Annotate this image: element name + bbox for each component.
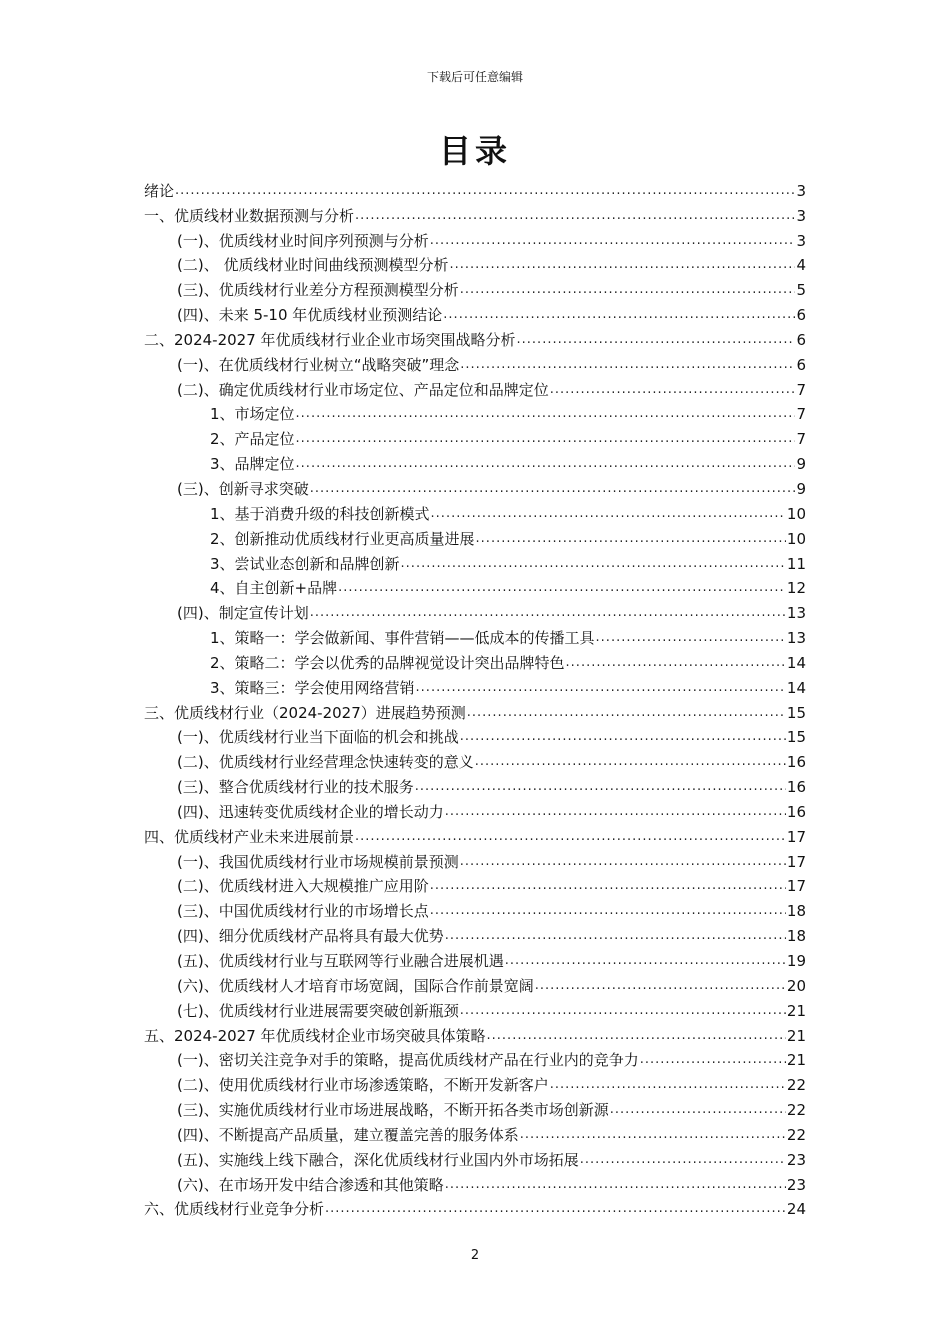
toc-entry-title: 二、2024-2027 年优质线材行业企业市场突围战略分析 [144,330,516,349]
toc-entry-page: 16 [786,778,806,797]
dot-leader [460,727,786,747]
toc-entry[interactable] [144,797,806,822]
dot-leader [449,255,795,275]
toc-entry-title: 四、优质线材产业未来进展前景 [144,827,355,846]
toc-entry[interactable] [144,176,806,201]
toc-entry-title: 一、优质线材业数据预测与分析 [144,206,355,225]
toc-entry[interactable] [144,921,806,946]
toc-entry[interactable] [144,350,806,375]
toc-entry-title: (一)、我国优质线材行业市场规模前景预测 [177,852,459,871]
toc-entry[interactable] [144,648,806,673]
toc-entry-title: 3、策略三：学会使用网络营销 [210,678,415,697]
toc-entry[interactable] [144,1170,806,1195]
dot-leader [401,554,786,574]
dot-leader [460,1001,786,1021]
dot-leader [505,951,786,971]
dot-leader [296,404,796,424]
page-title: 目录 [438,132,511,170]
toc-entry-page: 19 [786,952,806,970]
toc-entry-page: 7 [796,380,806,399]
toc-entry-title: (二)、优质线材行业经营理念快速转变的意义 [177,753,474,772]
toc-entry-page: 5 [796,281,806,300]
toc-entry-page: 6 [796,330,806,349]
toc-entry-page: 14 [786,678,806,697]
dot-leader [460,852,786,872]
toc-entry[interactable] [144,499,806,524]
toc-entry-page: 3 [796,206,806,225]
toc-entry[interactable] [144,698,806,723]
toc-entry[interactable] [144,424,806,449]
toc-entry-page: 22 [786,1076,806,1095]
toc-entry-page: 21 [786,1026,806,1045]
toc-entry[interactable] [144,1021,806,1046]
toc-entry-page: 21 [786,1051,806,1070]
toc-entry[interactable] [144,400,806,425]
table-of-contents [144,176,806,1219]
dot-leader [520,1125,786,1145]
toc-entry[interactable] [144,896,806,921]
toc-entry[interactable] [144,201,806,226]
toc-entry-title: (一)、密切关注竞争对手的策略，提高优质线材产品在行业内的竞争力 [177,1051,639,1070]
toc-entry-title: (一)、在优质线材行业树立“战略突破”理念 [177,355,460,374]
toc-entry[interactable] [144,375,806,400]
toc-entry[interactable] [144,251,806,276]
dot-leader [550,1075,786,1095]
toc-entry[interactable] [144,1070,806,1095]
toc-entry-title: (二)、确定优质线材行业市场定位、产品定位和品牌定位 [177,380,549,399]
toc-entry[interactable] [144,524,806,549]
toc-entry[interactable] [144,1095,806,1120]
toc-entry[interactable] [144,549,806,574]
toc-entry-title: (四)、迅速转变优质线材企业的增长动力 [177,802,444,821]
toc-entry-page: 22 [786,1125,806,1144]
toc-entry[interactable] [144,872,806,897]
toc-entry[interactable] [144,847,806,872]
dot-leader [296,454,796,474]
toc-entry-title: 2、产品定位 [210,430,295,449]
toc-entry-page: 3 [796,181,806,200]
toc-entry-title: 五、2024-2027 年优质线材企业市场突破具体策略 [144,1026,486,1045]
toc-entry-title: 3、品牌定位 [210,455,295,474]
toc-entry-title: 2、创新推动优质线材行业更高质量进展 [210,529,475,548]
toc-entry-page: 13 [786,629,806,648]
toc-entry-page: 22 [786,1101,806,1120]
toc-entry-page: 6 [796,306,806,325]
dot-leader [310,479,796,499]
toc-entry-page: 13 [786,604,806,623]
toc-entry[interactable] [144,474,806,499]
toc-entry-title: (四)、细分优质线材产品将具有最大优势 [177,927,444,946]
toc-entry-page: 3 [796,231,806,250]
toc-entry-title: (二)、 优质线材业时间曲线预测模型分析 [177,256,449,275]
toc-entry[interactable] [144,723,806,748]
toc-entry-page: 7 [796,430,806,449]
dot-leader [431,504,786,524]
toc-entry[interactable] [144,623,806,648]
toc-entry[interactable] [144,275,806,300]
dot-leader [460,355,795,375]
toc-entry[interactable] [144,449,806,474]
toc-entry-title: (三)、优质线材行业差分方程预测模型分析 [177,281,459,300]
toc-entry-title: (六)、在市场开发中结合渗透和其他策略 [177,1175,444,1194]
toc-entry[interactable] [144,747,806,772]
dot-leader [580,1150,786,1170]
toc-entry-title: (五)、实施线上线下融合，深化优质线材行业国内外市场拓展 [177,1150,579,1169]
toc-entry-title: 三、优质线材行业（2024-2027）进展趋势预测 [144,703,466,722]
toc-entry-title: 1、市场定位 [210,405,295,424]
toc-entry-page: 9 [796,455,806,474]
toc-entry-title: (二)、使用优质线材行业市场渗透策略，不断开发新客户 [177,1076,549,1095]
dot-leader [550,380,796,400]
toc-entry-page: 15 [786,703,806,722]
dot-leader [445,802,786,822]
dot-leader [310,603,786,623]
toc-entry-page: 4 [796,256,806,275]
toc-entry[interactable] [144,226,806,251]
toc-entry-page: 10 [786,529,806,548]
toc-entry-page: 24 [786,1200,806,1219]
toc-entry-title: (三)、实施优质线材行业市场进展战略，不断开拓各类市场创新源 [177,1101,609,1120]
toc-entry[interactable] [144,822,806,847]
dot-leader [566,653,786,673]
toc-entry-page: 16 [786,802,806,821]
toc-entry-title: (一)、优质线材业时间序列预测与分析 [177,231,429,250]
toc-entry[interactable] [144,574,806,599]
dot-leader [467,703,786,723]
dot-leader [416,678,786,698]
toc-entry-page: 17 [786,877,806,896]
dot-leader [296,429,796,449]
toc-entry-page: 23 [786,1150,806,1169]
toc-entry[interactable] [144,772,806,797]
dot-leader [535,976,786,996]
header-note: 下载后可任意编辑 [426,70,523,84]
toc-entry-page: 17 [786,827,806,846]
toc-entry-title: (三)、创新寻求突破 [177,479,309,498]
toc-entry-page: 16 [786,753,806,772]
toc-entry[interactable] [144,1145,806,1170]
toc-entry[interactable] [144,971,806,996]
toc-entry[interactable] [144,996,806,1021]
toc-entry-page: 18 [786,902,806,921]
toc-entry-title: 3、尝试业态创新和品牌创新 [210,554,400,573]
dot-leader [460,280,796,300]
dot-leader [610,1100,786,1120]
dot-leader [475,752,786,772]
toc-entry[interactable] [144,673,806,698]
dot-leader [596,628,786,648]
toc-entry-title: (四)、不断提高产品质量，建立覆盖完善的服务体系 [177,1125,519,1144]
toc-entry-title: 六、优质线材行业竞争分析 [144,1200,325,1219]
dot-leader [517,330,796,350]
toc-entry[interactable] [144,1195,806,1220]
dot-leader [325,1199,786,1219]
toc-entry[interactable] [144,598,806,623]
toc-entry[interactable] [144,946,806,971]
toc-entry-page: 15 [786,728,806,747]
toc-entry-page: 7 [796,405,806,424]
dot-leader [445,1175,786,1195]
dot-leader [430,876,786,896]
toc-entry-page: 14 [786,653,806,672]
toc-entry-page: 21 [786,1001,806,1020]
toc-entry-title: (二)、优质线材进入大规模推广应用阶 [177,877,429,896]
dot-leader [445,926,786,946]
dot-leader [476,529,786,549]
toc-entry-title: 1、策略一：学会做新闻、事件营销——低成本的传播工具 [210,629,595,648]
toc-entry-title: 1、基于消费升级的科技创新模式 [210,504,430,523]
toc-entry-page: 23 [786,1175,806,1194]
toc-entry-page: 12 [786,579,806,598]
dot-leader [430,901,786,921]
toc-entry[interactable] [144,1120,806,1145]
toc-entry-title: 4、自主创新+品牌 [210,579,338,598]
toc-entry-title: (三)、整合优质线材行业的技术服务 [177,778,414,797]
dot-leader [430,231,796,251]
toc-entry[interactable] [144,300,806,325]
toc-entry-page: 6 [796,355,806,374]
dot-leader [338,578,786,598]
toc-entry[interactable] [144,1046,806,1071]
toc-entry-title: (四)、未来 5-10 年优质线材业预测结论 [177,306,443,325]
dot-leader [443,305,795,325]
toc-entry-title: (三)、中国优质线材行业的市场增长点 [177,902,429,921]
toc-entry-page: 9 [796,479,806,498]
toc-entry-title: 绪论 [144,181,175,200]
dot-leader [355,827,786,847]
toc-entry[interactable] [144,325,806,350]
toc-entry-title: (四)、制定宣传计划 [177,604,309,623]
toc-entry-page: 18 [786,927,806,946]
dot-leader [415,777,786,797]
dot-leader [355,206,795,226]
toc-entry-title: (五)、优质线材行业与互联网等行业融合进展机遇 [177,952,504,970]
toc-entry-page: 17 [786,852,806,871]
toc-entry-page: 20 [786,976,806,995]
toc-entry-title: (七)、优质线材行业进展需要突破创新瓶颈 [177,1001,459,1020]
toc-entry-title: (六)、优质线材人才培育市场宽阔，国际合作前景宽阔 [177,976,534,995]
dot-leader [175,181,795,201]
toc-entry-title: 2、策略二：学会以优秀的品牌视觉设计突出品牌特色 [210,653,565,672]
toc-entry-title: (一)、优质线材行业当下面临的机会和挑战 [177,728,459,747]
dot-leader [487,1026,786,1046]
dot-leader [640,1050,786,1070]
toc-entry-page: 10 [786,504,806,523]
toc-entry-page: 11 [786,554,806,573]
page-number: 2 [470,1248,480,1263]
